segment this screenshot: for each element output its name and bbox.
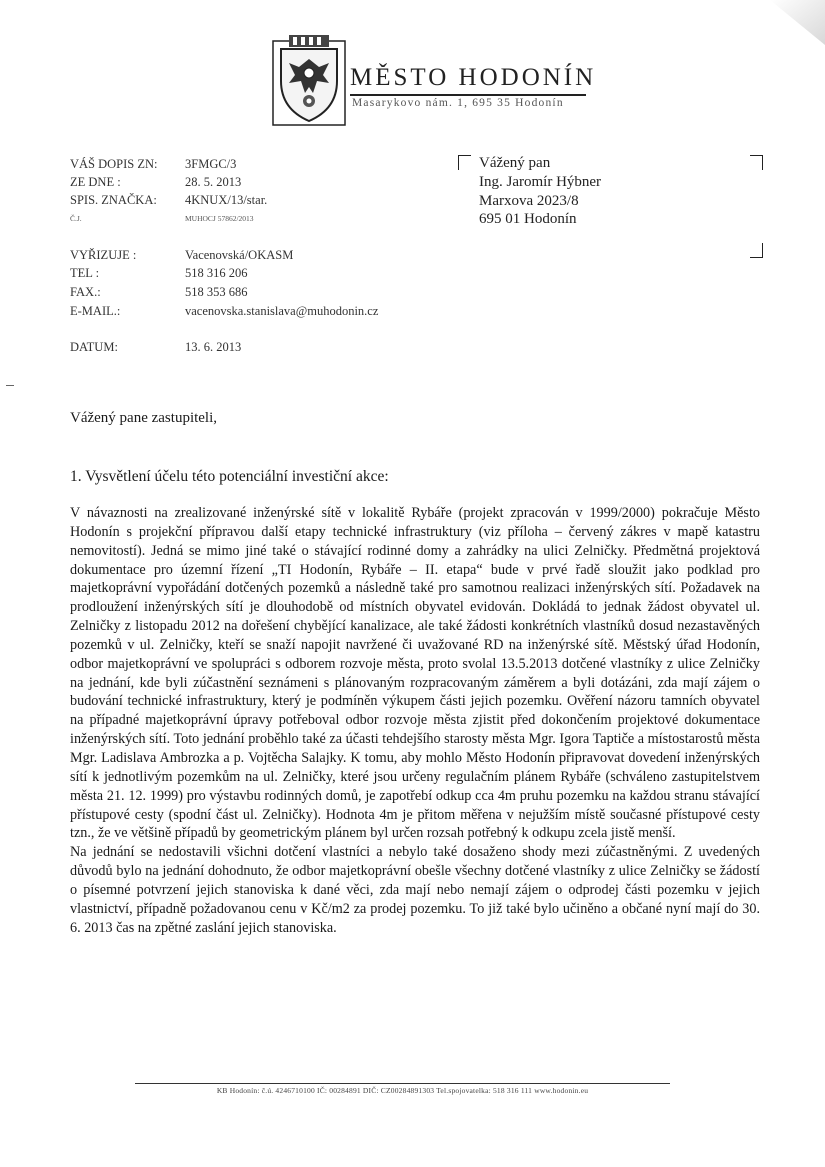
salutation: Vážený pane zastupiteli, bbox=[70, 410, 218, 426]
city-address: Masarykovo nám. 1, 695 35 Hodonín bbox=[352, 97, 564, 109]
meta-label-your-ref: VÁŠ DOPIS ZN: bbox=[70, 157, 158, 171]
recipient-line-3: Marxova 2023/8 bbox=[479, 193, 579, 209]
meta-value-tel: 518 316 206 bbox=[185, 266, 248, 280]
address-bracket-bottom-right bbox=[750, 243, 763, 258]
address-bracket-top-right bbox=[750, 155, 763, 170]
meta-value-fax: 518 353 686 bbox=[185, 285, 248, 299]
meta-value-handled-by: Vacenovská/OKASM bbox=[185, 248, 294, 262]
meta-label-file-mark: SPIS. ZNAČKA: bbox=[70, 193, 157, 207]
meta-label-handled-by: VYŘIZUJE : bbox=[70, 248, 137, 262]
section-heading: 1. Vysvětlení účelu této potenciální investiční akce: bbox=[70, 468, 389, 485]
meta-value-file-mark: 4KNUX/13/star. bbox=[185, 193, 268, 207]
scan-shadow bbox=[770, 0, 825, 45]
margin-fold-mark bbox=[6, 385, 14, 386]
meta-label-date-of: ZE DNE : bbox=[70, 175, 121, 189]
recipient-line-2: Ing. Jaromír Hýbner bbox=[479, 174, 602, 190]
meta-label-ref-no: Č.J. bbox=[70, 214, 82, 223]
meta-value-ref-no: MUHOCJ 57862/2013 bbox=[185, 214, 254, 223]
address-bracket-top-left bbox=[458, 155, 471, 170]
paragraph-2: Na jednání se nedostavili všichni dotčení vlastníci a nebylo také dosaženo shody mezi zúčastněnými. Z uvedených důvodů bylo na jednání dohodnuto, že odbor majetkoprávní obešle všechny dotčené vlastníky z ulice Zelničky se žádostí o písemné potvrzení jejich stanoviska k dané věci, zda mají nebo nemají zájem o odprodej části pozemku v jejich vlastnictví, případně požadovanou cenu v Kč/m2 za prodej pozemku. To již také bylo učiněno a občané nyní mají do 30. 6. 2013 čas na zpětné zaslání jejich stanoviska. bbox=[70, 844, 760, 936]
body-text bbox=[70, 504, 760, 937]
meta-label-tel: TEL : bbox=[70, 266, 100, 280]
meta-value-date-of: 28. 5. 2013 bbox=[185, 175, 242, 189]
meta-label-email: E-MAIL.: bbox=[70, 304, 121, 318]
paragraph-1: V návaznosti na zrealizované inženýrské sítě v lokalitě Rybáře (projekt zpracován v 1999/2000) pokračuje Město Hodonín s projekční přípravou další etapy technické infrastruktury (viz příloha – červený zákres v mapě katastru nemovitostí). Jedná se mimo jiné také o stávající rodinné domy a zahrádky na ulici Zelničky. Předmětná projektová dokumentace pro územní řízení „TI Hodonín, Rybáře – II. etapa“ bude v prvé řadě sloužit jako podklad pro majetkoprávní vypořádání dotčených pozemků a následně také pro samotnou realizaci inženýrských sítí. Požadavek na prodloužení inženýrských sítí je dlouhodobě od místních obyvatel evidován. Dokládá to jednak žádost obyvatel ul. Zelničky z listopadu 2012 na dořešení chybějící kanalizace, ale také žádosti konkrétních vlastníků dosud nezastavěných pozemků v ul. Zelničky, kteří se snaží napojit navržené či uvažované RD na inženýrské sítě. Městský úřad Hodonín, odbor majetkoprávní ve spolupráci s odborem rozvoje města, proto svolal 13.5.2013 dotčené vlastníky z ulice Zelničky na jednání, kde byli zúčastnění seznámeni s plánovaným rozpracovaným záměrem a byli dotázáni, zda mají zájem o budování technické infrastruktury, který je podmíněn výkupem části jejich pozemku. Ověření názoru tamních obyvatel na případné majetkoprávní úpravy potřeboval odbor rozvoje města zjistit před dokončením projektové dokumentace inženýrských sítí. Toto jednání proběhlo také za účasti tehdejšího starosty města Mgr. Igora Taptiče a místostarostů města Mgr. Ladislava Ambrozka a p. Vojtěcha Salajky. K tomu, aby mohlo Město Hodonín připravovat dovedení inženýrských sítí k jednotlivým pozemkům na ul. Zelničky, které jsou určeny regulačním plánem Rybáře (schváleno zastupitelstvem města 21. 12. 1999) pro výstavbu rodinných domů, je zapotřebí odkup cca 4m pruhu pozemku na každou stranu stávající přístupové cesty (spodní část ul. Zelničky). Hodnota 4m je přitom měřena v nejužším místě současné přístupové cesty tzn., že ve většině případů by geometrickým plánem byl určen rozsah potřebný k odkupu zcela jistě menší. bbox=[70, 505, 760, 842]
meta-value-date: 13. 6. 2013 bbox=[185, 340, 242, 354]
meta-label-fax: FAX.: bbox=[70, 285, 101, 299]
letterhead-rule bbox=[350, 94, 586, 96]
meta-value-email: vacenovska.stanislava@muhodonin.cz bbox=[185, 304, 379, 318]
city-name: MĚSTO HODONÍN bbox=[350, 64, 597, 91]
city-crest-logo bbox=[271, 35, 347, 127]
footer-bank-info: KB Hodonín: č.ú. 4246710100 IČ: 00284891 DIČ: CZ00284891303 Tel.spojovatelka: 518 316 111 www.hodonin.eu bbox=[216, 1086, 589, 1095]
recipient-line-1: Vážený pan bbox=[479, 155, 551, 171]
recipient-line-4: 695 01 Hodonín bbox=[479, 211, 577, 227]
meta-value-your-ref: 3FMGC/3 bbox=[185, 157, 237, 171]
meta-label-date: DATUM: bbox=[70, 340, 118, 354]
footer-rule bbox=[135, 1083, 670, 1084]
